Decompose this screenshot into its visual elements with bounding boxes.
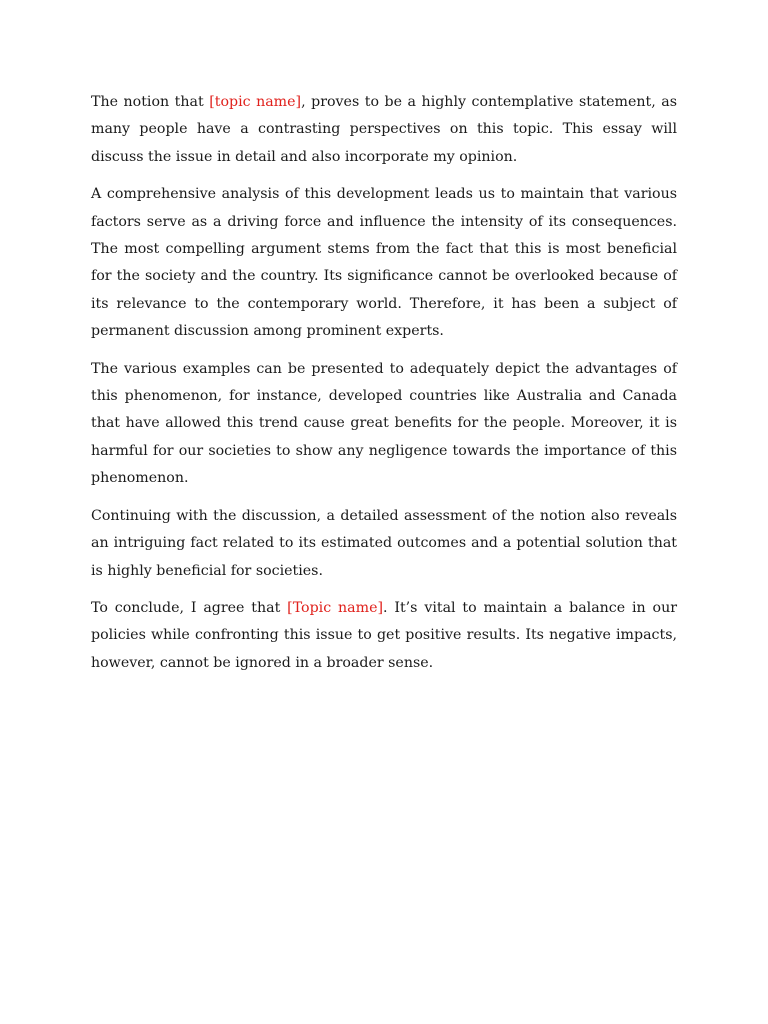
examples-text: The various examples can be presented to adequately depict the advantages of this phenomenon, for instance, developed countries like Australia and Canada that have allowed this trend cause great benefits for the people. Moreover, it is harmful for our societies to show any negligence towards the importance of this phenomenon. (91, 360, 677, 487)
paragraph-examples (91, 356, 677, 493)
topic-placeholder: [Topic name] (287, 599, 383, 616)
paragraph-discussion (91, 503, 677, 585)
paragraph-conclusion (91, 595, 677, 677)
document-body (91, 89, 677, 687)
intro-text-start: The notion that (91, 94, 210, 110)
analysis-text: A comprehensive analysis of this development leads us to maintain that various factors serve as a driving force and influence the intensity of its consequences. The most compelling argument stems from the fact that this is most beneficial for the society and the country. Its significance cannot be overlooked because of its relevance to the contemporary world. Therefore, it has been a subject of permanent discussion among prominent experts. (91, 186, 677, 340)
discussion-text: Continuing with the discussion, a detailed assessment of the notion also reveals an intriguing fact related to its estimated outcomes and a potential solution that is highly beneficial for societies. (91, 507, 677, 579)
topic-placeholder: [topic name] (209, 94, 302, 110)
conclusion-text-start: To conclude, I agree that (91, 599, 288, 616)
paragraph-introduction (91, 89, 677, 171)
intro-text-end: , proves to be a highly contemplative statement, as many people have a contrasting perspectives on this topic. This essay will discuss the issue in detail and also incorporate my opinion. (91, 94, 677, 165)
paragraph-analysis (91, 181, 677, 345)
conclusion-text-end: . It’s vital to maintain a balance in our policies while confronting this issue to get positive results. Its negative impacts, however, cannot be ignored in a broader sense. (91, 599, 677, 671)
